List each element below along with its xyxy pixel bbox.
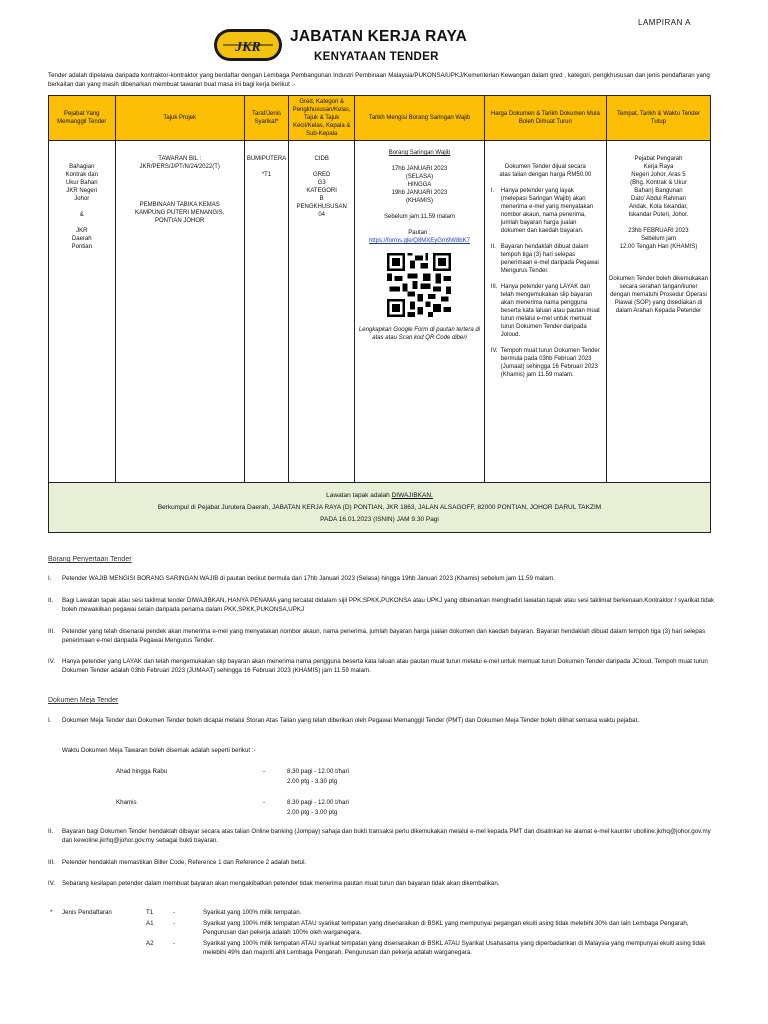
text: CIDB <box>314 156 329 162</box>
jenis-code-t1: T1 <box>146 909 154 916</box>
text: HINGGA <box>407 182 432 188</box>
section-heading: Dokumen Meja Tender <box>48 697 119 704</box>
text: B <box>319 196 324 202</box>
list-item <box>491 243 600 275</box>
jenis-code-a2: A2 <box>146 940 154 947</box>
text: I. <box>48 717 52 724</box>
text: & <box>79 212 84 218</box>
cell-tajuk <box>115 141 244 483</box>
text: III. <box>48 859 55 866</box>
text: 17hb JANUARI 2023 <box>391 166 448 172</box>
text: Bahagian <box>69 164 95 170</box>
text: JKR Negeri <box>66 188 98 194</box>
jenis-dash-a1: - <box>173 920 176 927</box>
page-subtitle: KENYATAAN TENDER <box>314 51 439 63</box>
svg-text:JKR: JKR <box>235 40 261 55</box>
text: Lengkapkan Google Form di pautan tertera di atas atau Scan kod QR Code diberi <box>358 327 480 341</box>
text: PONTIAN JOHOR <box>155 218 205 224</box>
schedule-dash-2: - <box>263 799 266 806</box>
table-header-row <box>49 96 711 141</box>
qr-code-icon[interactable] <box>387 253 451 317</box>
jenis-dash-a2: - <box>173 940 176 947</box>
cell-gred <box>289 141 355 483</box>
site-visit-row <box>49 483 711 533</box>
text: Negeri Johor, Aras 5 <box>631 172 686 178</box>
text: IV. <box>48 880 55 887</box>
tender-table <box>48 95 711 533</box>
text: GRED <box>312 172 331 178</box>
site-visit-cell <box>49 483 711 533</box>
schedule-time-1a: 8.30 pagi - 12.00 t/hari <box>287 768 349 775</box>
jenis-dash-t1: - <box>173 909 176 916</box>
list-item <box>491 283 600 339</box>
text: (Bhg. Kontrak & Ukur <box>630 180 687 186</box>
text: (SELASA) <box>405 174 434 180</box>
text: Bahan) Bangunan <box>634 188 683 194</box>
cell-taraf <box>244 141 288 483</box>
intro-text: Tender adalah dipelawa daripada kontraktor-kontraktor yang berdaftar dengan Lembaga Pembangunan Industri Pembinaan Malaysia/PUKONSA/UPKJ/Kementerian Kewangan dalam gred , kategori, pengkhususan dan jenis pendaftaran yang berkaitan dan yang masih dibenarkan membuat tawaran buat masa ini bagi kerja berikut :- <box>48 72 710 88</box>
header-harga: Harga Dokumen & Tarikh Dokumen Mula Boleh Dimuat Turun <box>484 96 606 141</box>
text: Pejabat Pengarah <box>634 156 683 162</box>
schedule-time-1b: 2.00 ptg - 3.30 ptg <box>287 778 338 785</box>
text: 12.00 Tengah Hari (KHAMIS) <box>619 244 698 250</box>
jenis-text-a2: Syarikat yang 100% milik tempatan ATAU syarikat tempatan yang disenaraikan di BSKL ATAU Syarikat Usahasama yang diperbadankan di Malaysia yang mempunyai ekuiti asing tidak melebihi 49% dan majoriti ahli Lembaga Pengarah, Pengurusan dan pekerja adalah warganegara. <box>203 940 706 956</box>
para-2-iii <box>48 858 718 867</box>
jenis-star: * <box>50 909 53 916</box>
header-pejabat: Pejabat Yang Memanggil Tender <box>49 96 116 141</box>
page-title: JABATAN KERJA RAYA <box>290 28 468 45</box>
cell-pejabat <box>49 141 116 483</box>
text: DIWAJIBKAN. <box>391 491 433 499</box>
table-row <box>49 141 711 483</box>
cell-harga <box>484 141 606 483</box>
text: Petender yang telah disenarai pendek akan menerima e-mel yang menyatakan nombor akaun, nama penerima, jumlah bayaran harga jualan dokumen dan kaedah bayaran. Bayaran hendaklah dibuat dalam tempoh tiga (3) hari selepas penerimaan e-mel daripada Pegawai Mengurus Tender. <box>62 628 706 644</box>
google-form-link[interactable]: https://forms.gle/Q8MXEyGm9W8bK7 <box>368 238 470 244</box>
text: (KHAMIS) <box>405 198 433 204</box>
text: II. <box>48 597 54 604</box>
list-item <box>491 347 600 379</box>
text: Bayaran hendaklah dibuat dalam tempoh tiga (3) hari selepas penerimaan e-mel daripada Pegawai Mengurus Tender. <box>500 244 599 274</box>
para-1-i <box>48 574 718 583</box>
text: BUMIPUTERA <box>246 156 287 162</box>
jkr-logo <box>213 26 283 64</box>
text: Petender WAJIB MENGISI BORANG SARINGAN WAJIB di pautan berikut bermula dari 17hb Januari 2023 (Selasa) hingga 19hb Januari 2023 (Khamis) sebelum jam 11.59 malam. <box>62 575 555 582</box>
text: Pautan : <box>408 230 431 236</box>
text: Sebelum jam <box>640 236 676 242</box>
text: IV. <box>490 348 498 354</box>
harga-list <box>487 187 604 379</box>
section-dokumen-meja <box>48 697 118 704</box>
text: KAMPUNG PUTERI MENANGIS, <box>135 210 225 216</box>
text: 23hb FEBRUARI 2023 <box>628 228 689 234</box>
text: Hanya petender yang layak (melepasi Saringan Wajib) akan menerima e-mel yang menyatakan nombor akaun, nama penerima, jumlah bayaran harga jualan dokumen dan kaedah bayaran. <box>500 188 594 234</box>
cell-borang <box>355 141 485 483</box>
schedule-day-1: Ahad hingga Rabu <box>116 768 168 775</box>
text: TAWARAN BIL : <box>158 156 202 162</box>
text: Ukur Bahan <box>65 180 98 186</box>
jenis-label: Jenis Pendaftaran <box>62 909 112 916</box>
text: Dokumen Tender dijual secara atas talian dengan harga RM50.00 <box>499 164 592 178</box>
para-2-i <box>48 716 718 725</box>
header-tempat: Tempat, Tarikh & Waktu Tender Tutup <box>606 96 710 141</box>
para-2-ii <box>48 827 718 845</box>
header-gred: Gred, Kategori & Pengkhususan/Kelas, Tajuk & Tajuk Kecil/Kelas, Kepala & Sub-Kepala <box>289 96 355 141</box>
text: Berkumpul di Pejabat Jurutera Daerah, JABATAN KERJA RAYA (D) PONTIAN, JKR 1863, JALAN ALSAGOFF, 82000 PONTIAN, JOHOR DARUL TAKZIM <box>157 503 602 511</box>
list-item <box>491 187 600 235</box>
para-1-iv <box>48 657 718 675</box>
text: Sebelum jam 11.59 malam <box>384 214 455 220</box>
schedule-dash-1: - <box>263 768 266 775</box>
text: Daerah <box>71 236 92 242</box>
text: 19hb JANUARI 2023 <box>391 190 448 196</box>
text: Johor <box>74 196 90 202</box>
header-tarikh-borang: Tarikh Mengisi Borang Saringan Wajib <box>355 96 485 141</box>
text: Lawatan tapak adalah <box>326 491 392 499</box>
text: Hanya petender yang LAYAK dan telah mengemukakan slip bayaran akan menerima nama pengguna beserta kata laluan atau pautan muat turun melalui e-mel untuk memuat turun Dokumen Tender daripada JCloud. Tempoh muat turun Dokumen Tender adalah 03hb Februari 2023 (JUMAAT) sehingga 16 Februari 2023 (KHAMIS) jam 11.59 malam. <box>62 658 708 674</box>
section-borang-penyertaan <box>48 556 132 563</box>
text: Iskandar Puteri, Johor. <box>628 212 689 218</box>
text: Tempoh muat turun Dokumen Tender bermula pada 03hb Februari 2023 (Jumaat) sehingga 16 Februari 2023 (Khamis) jam 11.59 malam. <box>500 348 600 378</box>
jenis-text-t1: Syarikat yang 100% milik tempatan. <box>203 909 302 916</box>
text: KATEGORI <box>306 188 337 194</box>
text: IV. <box>48 658 55 665</box>
text: PADA 16.01.2023 (ISNIN) JAM 9.30 Pagi <box>320 515 439 523</box>
text: I. <box>490 188 495 194</box>
header-tajuk: Tajuk Projek <box>115 96 244 141</box>
text: Petender hendaklah memastikan Biller Code, Reference 1 dan Reference 2 adalah betul. <box>62 859 307 866</box>
text: JKR/PERS/J/PT/N/24/2022(T) <box>139 164 220 170</box>
text: Bayaran bagi Dokumen Tender hendaklah dibayar secara atas talian Online banking (Jompay) sahaja dan bukti transaksi perlu dikemukakan melalui e-mel kepada PMT dan disalinkan ke alamat e-mel kaunter ubolline.jkrhq@johor.gov.my dan kewoline.jkrhq@johor.gov.my sebagai bukti bayaran. <box>62 828 711 844</box>
jenis-code-a1: A1 <box>146 920 154 927</box>
cell-tempat <box>606 141 710 483</box>
text: Dokumen Meja Tender dan Dokumen Tender boleh dicapai melalui Storan Atas Talian yang telah diberikan oleh Pegawai Memanggil Tender (PMT) dan Dokumen Meja Tender boleh dilihat semasa waktu pejabat. <box>62 717 639 724</box>
text: 04 <box>318 212 325 218</box>
schedule-day-2: Khamis <box>116 799 137 806</box>
text: *T1 <box>261 172 272 178</box>
text: II. <box>48 828 54 835</box>
text: Sebarang kesilapan petender dalam membuat bayaran akan mengakibatkan petender tidak menerima pautan muat turun dan bayaran tidak akan dikembalikan. <box>62 880 500 887</box>
text: III. <box>48 628 55 635</box>
para-2-iv <box>48 879 718 888</box>
text: Pontian <box>71 244 92 250</box>
header-taraf: Taraf/Jenis Syarikat* <box>244 96 288 141</box>
text: Kontrak dan <box>65 172 98 178</box>
text: I. <box>48 575 52 582</box>
text: Andak, Kota Iskandar, <box>629 204 688 210</box>
schedule-time-2a: 8.30 pagi - 12.00 t/hari <box>287 799 349 806</box>
text: PENGKHUSUSAN <box>296 204 347 210</box>
text: Kerja Raya <box>643 164 674 170</box>
text: II. <box>490 244 496 250</box>
text: Hanya petender yang LAYAK dan telah mengemukakan slip bayaran akan menerima nama pengguna beserta kata laluan atau pautan muat turun melalui e-mel untuk memuat turun Dokumen Tender daripada Joloud. <box>500 284 600 338</box>
lampiran-label: LAMPIRAN A <box>638 18 692 27</box>
text <box>53 490 706 502</box>
jenis-text-a1: Syarikat yang 100% milik tempatan ATAU syarikat tempatan yang disenaraikan di BSKL yang mempunyai pegangan ekuiti asing tidak melebihi 30% dan lain Lembaga Pengarah, Pengurusan dan pekerja adalah 100% oleh warganegara. <box>203 920 689 936</box>
text: Bagi Lawatan tapak atau sesi taklimat tender DIWAJIBKAN, HANYA PENAMA yang tercatat didalam sijil PPK,SPKK,PUKONSA atau UPKJ yang dibenarkan menghadiri lawatan tapak atau sesi taklimat berkenaan.Kontraktor / syarikat tidak boleh mewakilkan pegawai selain daripada penama dalam PKK,SPKK,PUKONSA,UPKJ <box>62 597 715 613</box>
text: Dokumen Tender boleh dikemukakan secara serahan tangan/kurier dengan mematuhi Prosedur Operasi Piawai (SOP) yang disediakan di dalam Arahan Kepada Petender <box>608 276 708 314</box>
text: Borang Saringan Wajib <box>388 150 451 156</box>
schedule-time-2b: 2.00 ptg - 3.00 ptg <box>287 809 338 816</box>
para-1-iii <box>48 627 718 645</box>
para-1-ii <box>48 596 718 614</box>
section-heading: Borang Penyertaan Tender <box>48 556 132 563</box>
text: JKR <box>76 228 88 234</box>
text: PEMBINAAN TABIKA KEMAS <box>139 202 220 208</box>
text: Dato' Abdul Rahman <box>631 196 686 202</box>
text: III. <box>490 284 498 290</box>
text: G3 <box>317 180 326 186</box>
waktu-text: Waktu Dokumen Meja Tawaran boleh disemak adalah seperti berikut :- <box>62 747 256 754</box>
